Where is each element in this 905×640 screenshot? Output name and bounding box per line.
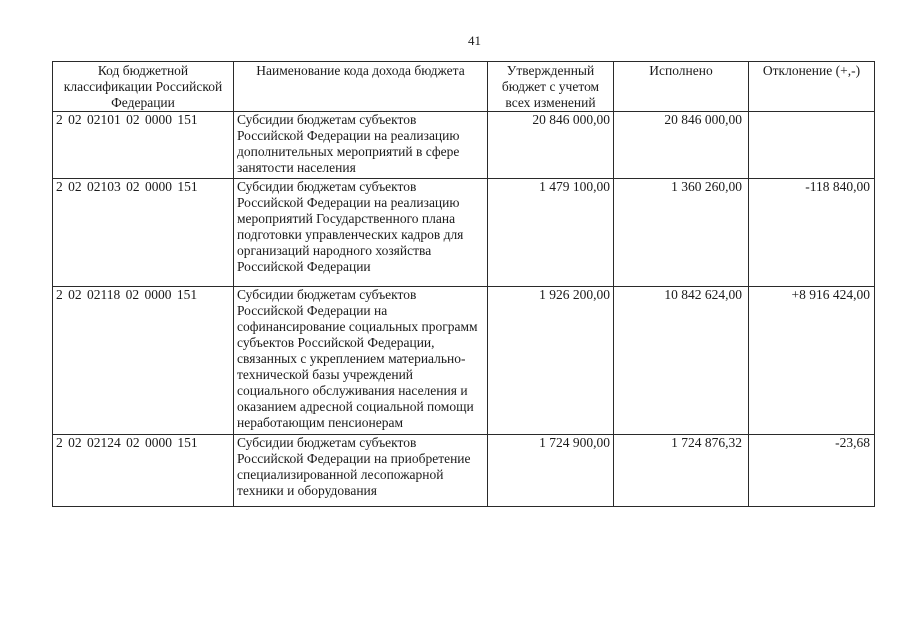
row-executed: 20 846 000,00 [614,112,749,179]
row-approved: 1 926 200,00 [488,287,614,435]
row-name: Субсидии бюджетам субъектов Российской Федерации на приобретение специализированной лесопожарной техники и оборудования [234,435,488,507]
page-number: 41 [468,33,481,48]
row-executed: 1 360 260,00 [614,179,749,287]
row-approved: 1 479 100,00 [488,179,614,287]
row-deviation: -23,68 [749,435,875,507]
table-row [53,435,875,507]
row-executed: 10 842 624,00 [614,287,749,435]
header-deviation: Отклонение (+,-) [749,62,875,112]
row-approved: 20 846 000,00 [488,112,614,179]
header-executed: Исполнено [614,62,749,112]
row-name: Субсидии бюджетам субъектов Российской Федерации на реализацию мероприятий Государственного плана подготовки управленческих кадров для организаций народного хозяйства Российской Федерации [234,179,488,287]
row-name: Субсидии бюджетам субъектов Российской Федерации на софинансирование социальных программ субъектов Российской Федерации, связанных с укреплением материально-технической базы учреждений социального обслуживания населения и оказанием адресной социальной помощи неработающим пенсионерам [234,287,488,435]
table-row [53,179,875,287]
row-deviation: +8 916 424,00 [749,287,875,435]
header-approved: Утвержденный бюджет с учетом всех изменений [488,62,614,112]
row-deviation: -118 840,00 [749,179,875,287]
budget-revenue-table [52,61,875,507]
row-code: 2 02 02103 02 0000 151 [53,179,234,287]
row-code: 2 02 02124 02 0000 151 [53,435,234,507]
row-deviation [749,112,875,179]
table-row [53,112,875,179]
table-row [53,287,875,435]
header-code: Код бюджетной классификации Российской Федерации [53,62,234,112]
row-executed: 1 724 876,32 [614,435,749,507]
header-name: Наименование кода дохода бюджета [234,62,488,112]
row-code: 2 02 02101 02 0000 151 [53,112,234,179]
row-name: Субсидии бюджетам субъектов Российской Федерации на реализацию дополнительных мероприятий в сфере занятости населения [234,112,488,179]
row-code: 2 02 02118 02 0000 151 [53,287,234,435]
table-header-row [53,62,875,112]
row-approved: 1 724 900,00 [488,435,614,507]
